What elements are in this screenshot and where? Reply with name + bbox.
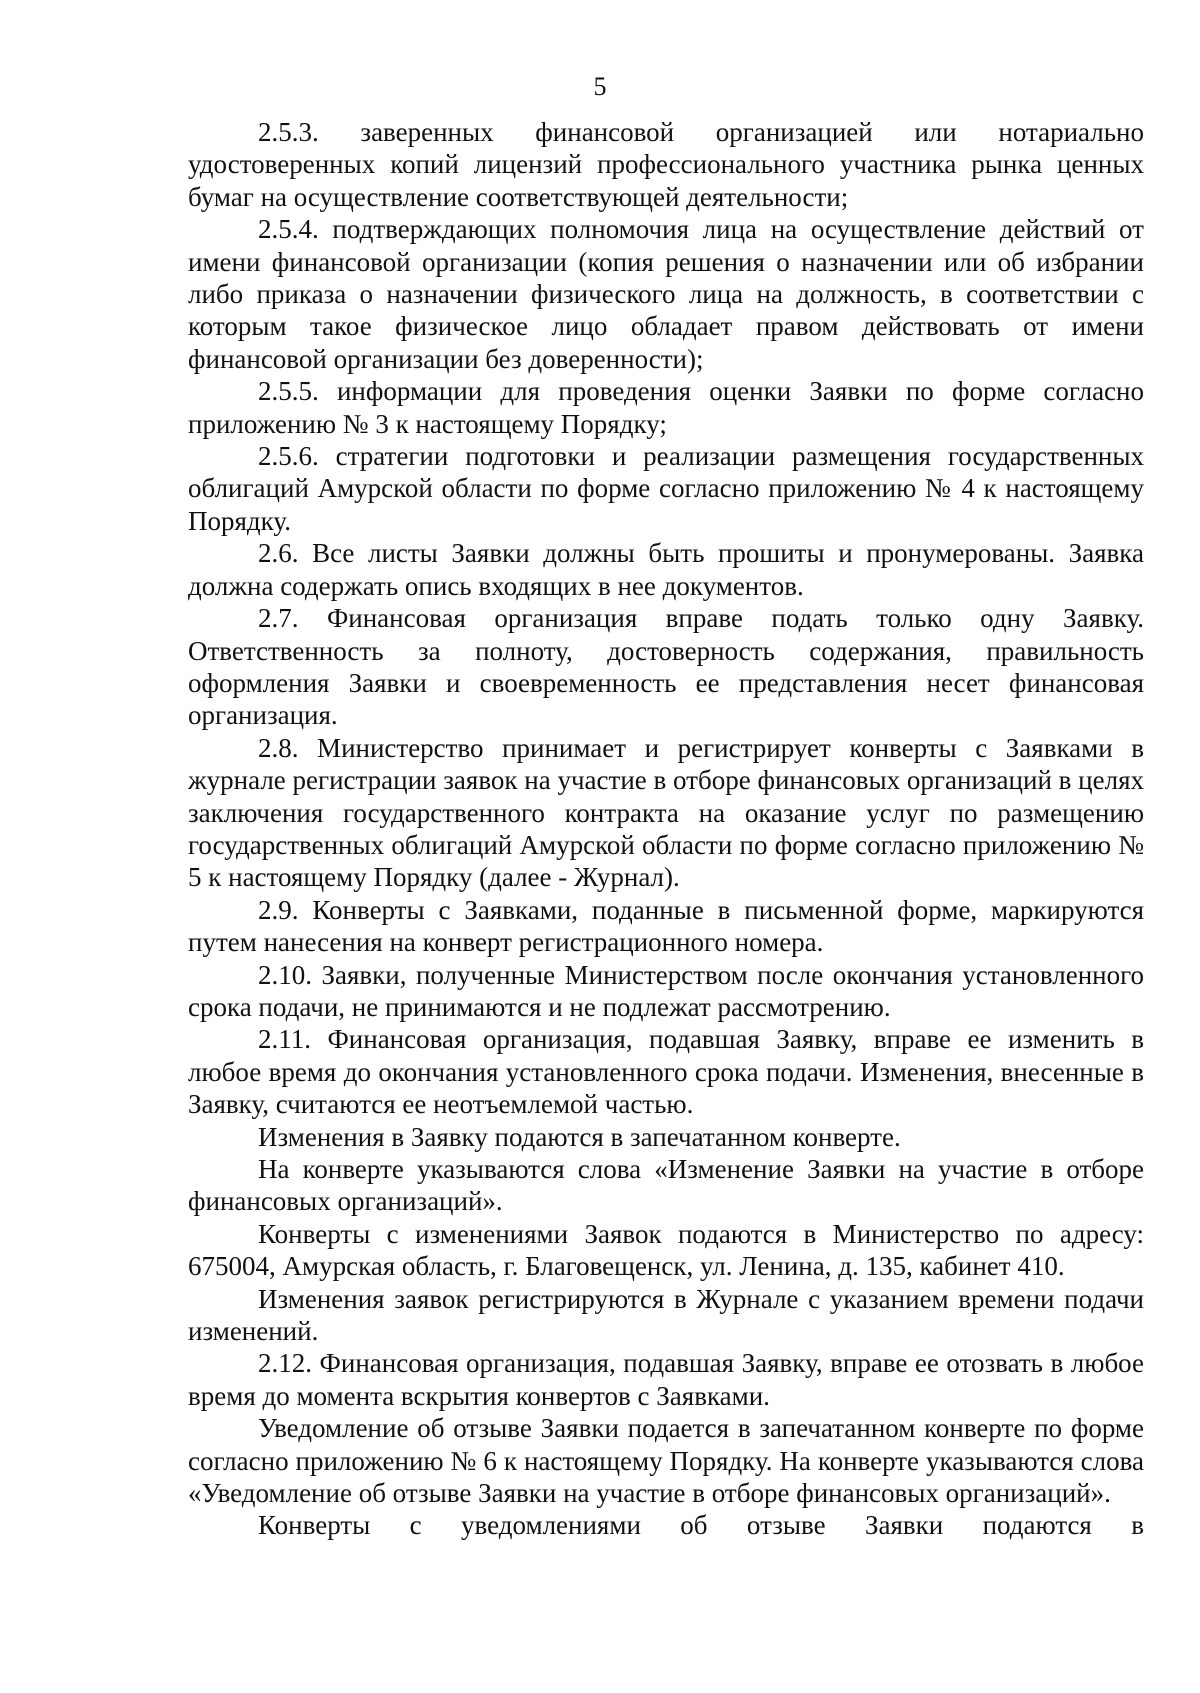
paragraph-2-5-6: 2.5.6. стратегии подготовки и реализации размещения государственных облигаций Амурской области по форме согласно приложению № 4 к настоящему Порядку. — [188, 441, 1144, 536]
paragraph-withdrawal-notice: Уведомление об отзыве Заявки подается в запечатанном конверте по форме согласно приложению № 6 к настоящему Порядку. На конверте указываются слова «Уведомление об отзыве Заявки на участие в отборе финансовых организаций». — [188, 1413, 1144, 1509]
paragraph-address: Конверты с изменениями Заявок подаются в Министерство по адресу: 675004, Амурская область, г. Благовещенск, ул. Ленина, д. 135, кабинет 410. — [188, 1218, 1144, 1282]
paragraph-2-7: 2.7. Финансовая организация вправе подать только одну Заявку. Ответственность за полноту, достоверность содержания, правильность оформления Заявки и своевременность ее представления несет финансовая организация. — [188, 603, 1144, 731]
document-body — [188, 116, 1144, 1542]
paragraph-2-8: 2.8. Министерство принимает и регистрирует конверты с Заявками в журнале регистрации заявок на участие в отборе финансовых организаций в целях заключения государственного контракта на оказание услуг по размещению государственных облигаций Амурской области по форме согласно приложению № 5 к настоящему Порядку (далее - Журнал). — [188, 732, 1144, 893]
paragraph-2-5-5: 2.5.5. информации для проведения оценки Заявки по форме согласно приложению № 3 к настоящему Порядку; — [188, 376, 1144, 439]
paragraph-2-10: 2.10. Заявки, полученные Министерством после окончания установленного срока подачи, не принимаются и не подлежат рассмотрению. — [188, 959, 1144, 1022]
paragraph-changes-envelope: Изменения в Заявку подаются в запечатанном конверте. — [258, 1121, 901, 1152]
paragraph-2-5-4: 2.5.4. подтверждающих полномочия лица на осуществление действий от имени финансовой организации (копия решения о назначении или об избрании либо приказа о назначении физического лица на должность, в соответствии с которым такое физическое лицо обладает правом действовать от имени финансовой организации без доверенности); — [188, 214, 1144, 374]
paragraph-2-12: 2.12. Финансовая организация, подавшая Заявку, вправе ее отозвать в любое время до момента вскрытия конвертов с Заявками. — [188, 1348, 1144, 1411]
paragraph-envelope-words: На конверте указываются слова «Изменение Заявки на участие в отборе финансовых организаций». — [188, 1154, 1144, 1217]
paragraph-2-9: 2.9. Конверты с Заявками, поданные в письменной форме, маркируются путем нанесения на конверт регистрационного номера. — [188, 894, 1144, 958]
paragraph-withdrawal-envelopes: Конверты с уведомлениями об отзыве Заявки подаются в — [258, 1510, 1144, 1541]
paragraph-2-11: 2.11. Финансовая организация, подавшая Заявку, вправе ее изменить в любое время до окончания установленного срока подачи. Изменения, внесенные в Заявку, считаются ее неотъемлемой частью. — [188, 1024, 1144, 1120]
paragraph-changes-registration: Изменения заявок регистрируются в Журнале с указанием времени подачи изменений. — [188, 1283, 1144, 1347]
paragraph-2-6: 2.6. Все листы Заявки должны быть прошиты и пронумерованы. Заявка должна содержать опись входящих в нее документов. — [188, 538, 1144, 601]
paragraph-2-5-3: 2.5.3. заверенных финансовой организацией или нотариально удостоверенных копий лицензий профессионального участника рынка ценных бумаг на осуществление соответствующей деятельности; — [188, 117, 1144, 212]
page-number: 5 — [593, 72, 607, 101]
